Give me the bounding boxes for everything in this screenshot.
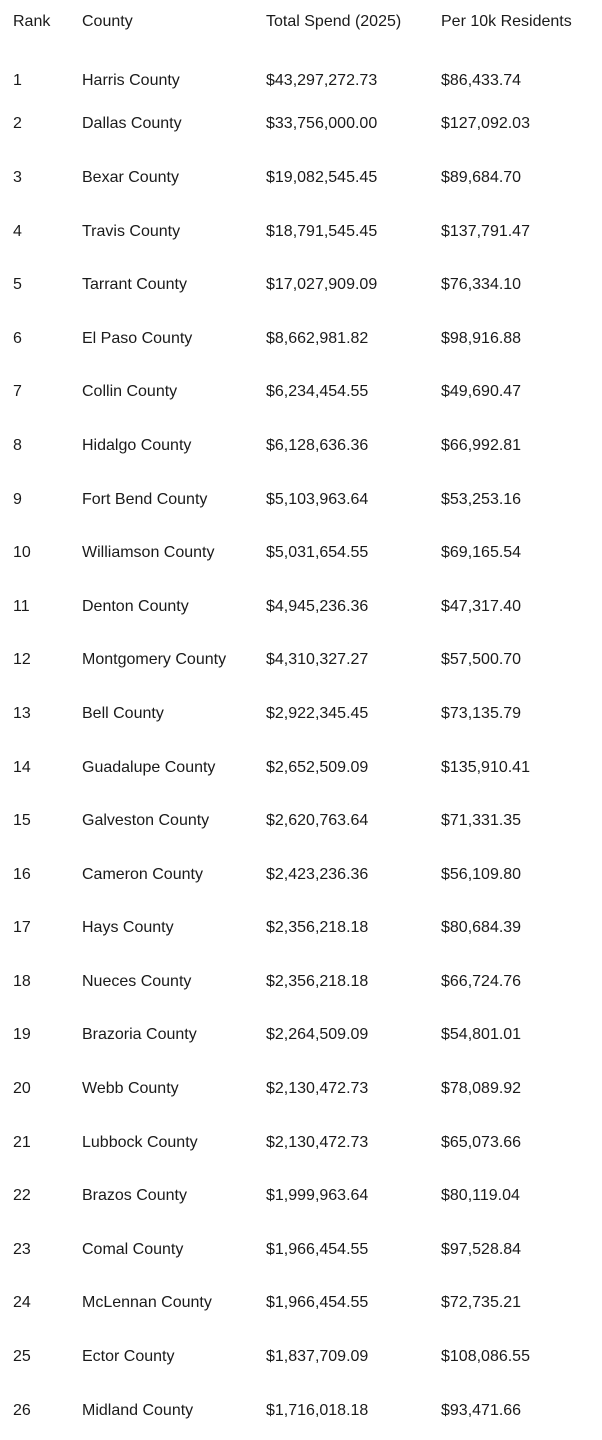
cell-total-spend: $4,310,327.27 [266,651,369,669]
cell-county: Webb County [82,1080,179,1098]
cell-rank: 26 [13,1401,31,1419]
table-row [0,1223,602,1277]
table-row [0,526,602,580]
cell-county: Dallas County [82,115,182,133]
cell-rank: 23 [13,1240,31,1258]
table-row [0,258,602,312]
cell-per-10k: $69,165.54 [441,544,522,562]
cell-total-spend: $1,716,018.18 [266,1401,369,1419]
cell-rank: 3 [13,168,22,186]
table-row [0,955,602,1009]
cell-per-10k: $78,089.92 [441,1080,522,1098]
cell-total-spend: $4,945,236.36 [266,597,369,615]
table-row [0,634,602,688]
cell-county: Galveston County [82,812,210,830]
cell-per-10k: $56,109.80 [441,865,522,883]
table-row [0,687,602,741]
cell-rank: 2 [13,115,22,133]
cell-county: Lubbock County [82,1133,198,1151]
cell-per-10k: $66,724.76 [441,972,522,990]
cell-county: Travis County [82,222,181,240]
cell-rank: 4 [13,222,22,240]
cell-per-10k: $57,500.70 [441,651,522,669]
cell-county: Collin County [82,383,178,401]
cell-county: Brazoria County [82,1026,197,1044]
cell-county: Bexar County [82,168,179,186]
table-row [0,1169,602,1223]
cell-rank: 13 [13,704,31,722]
cell-per-10k: $135,910.41 [441,758,530,776]
cell-county: Tarrant County [82,276,187,294]
table-row [0,848,602,902]
cell-per-10k: $53,253.16 [441,490,522,508]
cell-per-10k: $49,690.47 [441,383,522,401]
cell-county: Cameron County [82,865,203,883]
cell-rank: 22 [13,1187,31,1205]
cell-county: Harris County [82,71,180,89]
cell-per-10k: $76,334.10 [441,276,522,294]
cell-county: Denton County [82,597,189,615]
cell-per-10k: $66,992.81 [441,436,522,454]
cell-county: Comal County [82,1240,184,1258]
cell-rank: 9 [13,490,22,508]
cell-rank: 20 [13,1080,31,1098]
cell-county: Nueces County [82,972,192,990]
cell-county: Fort Bend County [82,490,208,508]
cell-rank: 1 [13,71,22,89]
table-row [0,312,602,366]
cell-total-spend: $1,966,454.55 [266,1240,369,1258]
table-row [0,1330,602,1384]
cell-per-10k: $137,791.47 [441,222,530,240]
cell-total-spend: $8,662,981.82 [266,329,369,347]
table-row [0,419,602,473]
cell-rank: 25 [13,1348,31,1366]
cell-total-spend: $2,652,509.09 [266,758,369,776]
cell-per-10k: $108,086.55 [441,1348,530,1366]
cell-county: Hidalgo County [82,436,192,454]
table-row [0,205,602,259]
cell-total-spend: $1,837,709.09 [266,1348,369,1366]
cell-county: Ector County [82,1348,175,1366]
cell-total-spend: $33,756,000.00 [266,115,378,133]
cell-total-spend: $5,103,963.64 [266,490,369,508]
cell-county: Bell County [82,704,164,722]
table-body [0,44,602,1437]
cell-county: Brazos County [82,1187,187,1205]
cell-total-spend: $18,791,545.45 [266,222,378,240]
table-row [0,1062,602,1116]
cell-total-spend: $17,027,909.09 [266,276,378,294]
cell-county: El Paso County [82,329,193,347]
table-header [0,0,602,44]
cell-total-spend: $43,297,272.73 [266,71,378,89]
table-row [0,1384,602,1438]
header-total-spend: Total Spend (2025) [266,13,402,30]
cell-county: Montgomery County [82,651,227,669]
cell-per-10k: $72,735.21 [441,1294,522,1312]
cell-rank: 17 [13,919,31,937]
cell-total-spend: $6,128,636.36 [266,436,369,454]
table-row [0,44,602,98]
header-per-10k: Per 10k Residents [441,13,572,30]
cell-total-spend: $1,999,963.64 [266,1187,369,1205]
table-row [0,98,602,152]
table-row [0,794,602,848]
cell-rank: 14 [13,758,31,776]
cell-county: Williamson County [82,544,215,562]
cell-rank: 15 [13,812,31,830]
header-row [0,0,602,44]
cell-rank: 5 [13,276,22,294]
cell-total-spend: $1,966,454.55 [266,1294,369,1312]
cell-rank: 7 [13,383,22,401]
header-county: County [82,13,133,30]
cell-total-spend: $2,130,472.73 [266,1133,369,1151]
table-row [0,1116,602,1170]
cell-rank: 6 [13,329,22,347]
table-row [0,741,602,795]
cell-total-spend: $2,264,509.09 [266,1026,369,1044]
cell-per-10k: $47,317.40 [441,597,522,615]
cell-rank: 16 [13,865,31,883]
cell-county: Guadalupe County [82,758,216,776]
cell-total-spend: $2,130,472.73 [266,1080,369,1098]
table-row [0,366,602,420]
cell-rank: 24 [13,1294,31,1312]
cell-per-10k: $89,684.70 [441,168,522,186]
cell-total-spend: $2,922,345.45 [266,704,369,722]
table-row [0,902,602,956]
cell-per-10k: $127,092.03 [441,115,530,133]
table-row [0,1009,602,1063]
cell-rank: 12 [13,651,31,669]
table-row [0,151,602,205]
cell-rank: 10 [13,544,31,562]
cell-per-10k: $80,684.39 [441,919,522,937]
cell-county: McLennan County [82,1294,212,1312]
cell-county: Midland County [82,1401,194,1419]
table-row [0,473,602,527]
cell-total-spend: $5,031,654.55 [266,544,369,562]
cell-county: Hays County [82,919,174,937]
cell-per-10k: $54,801.01 [441,1026,522,1044]
cell-per-10k: $73,135.79 [441,704,522,722]
cell-rank: 11 [13,597,30,615]
cell-per-10k: $71,331.35 [441,812,522,830]
cell-per-10k: $98,916.88 [441,329,522,347]
cell-total-spend: $2,423,236.36 [266,865,369,883]
cell-per-10k: $97,528.84 [441,1240,522,1258]
cell-rank: 18 [13,972,31,990]
cell-per-10k: $80,119.04 [441,1187,520,1205]
cell-total-spend: $2,356,218.18 [266,919,369,937]
cell-rank: 8 [13,436,22,454]
cell-per-10k: $65,073.66 [441,1133,522,1151]
cell-per-10k: $93,471.66 [441,1401,522,1419]
table-row [0,1277,602,1331]
cell-total-spend: $6,234,454.55 [266,383,369,401]
cell-total-spend: $2,620,763.64 [266,812,369,830]
header-rank: Rank [13,13,51,30]
cell-rank: 19 [13,1026,31,1044]
cell-rank: 21 [13,1133,31,1151]
table-row [0,580,602,634]
cell-total-spend: $2,356,218.18 [266,972,369,990]
cell-total-spend: $19,082,545.45 [266,168,378,186]
cell-per-10k: $86,433.74 [441,71,522,89]
